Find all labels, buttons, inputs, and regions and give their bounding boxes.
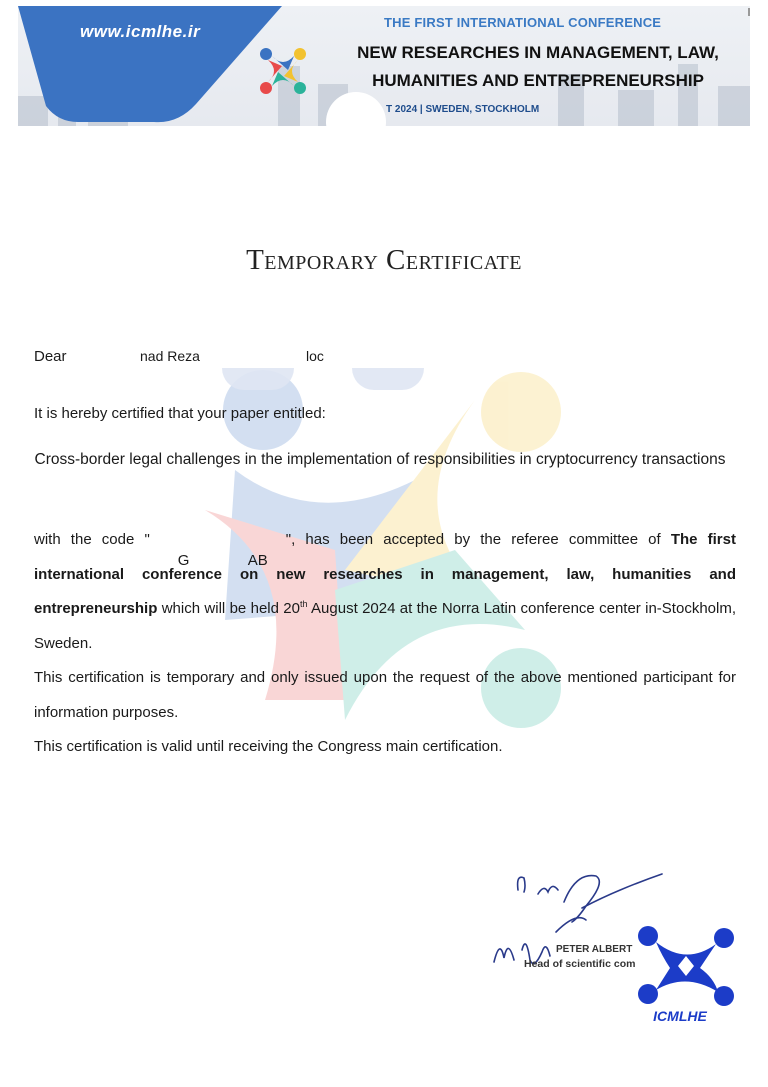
icmlhe-seal — [634, 922, 738, 1012]
redaction-mark — [222, 368, 294, 390]
recipient-name-part2: loc — [306, 348, 324, 364]
certificate-title: Temporary Certificate — [246, 244, 522, 276]
website-url: www.icmlhe.ir — [80, 22, 201, 41]
conference-title — [338, 39, 738, 95]
seal-text: ICMLHE — [653, 1008, 707, 1024]
signatory-name: PETER ALBERT — [556, 944, 633, 955]
header-banner — [18, 6, 750, 126]
redaction-mark — [352, 368, 424, 390]
conference-date-location: T 2024 | SWEDEN, STOCKHOLM — [386, 104, 540, 115]
paper-code-part2: AB — [247, 552, 268, 569]
acceptance-paragraph — [34, 523, 736, 765]
held-text-2: August 2024 at the Norra Latin conference center in-Stockholm, Sweden. — [34, 600, 736, 652]
temporary-note: This certification is temporary and only issued upon the request of the above mentioned participant for information purposes. — [34, 669, 736, 721]
conference-title-line1: NEW RESEARCHES IN MANAGEMENT, LAW, — [357, 43, 719, 62]
salutation-line — [34, 348, 324, 365]
signatory-role: Head of scientific com — [524, 958, 636, 970]
recipient-name-part1: nad Reza — [140, 348, 200, 364]
banner-edge-mark — [748, 8, 750, 16]
held-text-1: which will be held 20 — [161, 600, 300, 617]
conference-subtitle: THE FIRST INTERNATIONAL CONFERENCE — [384, 15, 662, 30]
conference-name: The first international conference on new researches in management, law, humanities and entrepreneurship — [34, 531, 736, 617]
code-suffix: ", has been accepted by the referee committee of — [285, 531, 661, 548]
paper-title: Cross-border legal challenges in the implementation of responsibilities in cryptocurrency transactions — [34, 451, 726, 468]
conference-logo — [258, 46, 308, 96]
code-prefix: with the code " — [34, 531, 150, 548]
validity-note: This certification is valid until receiving the Congress main certification. — [34, 738, 503, 755]
paper-code-part1: G — [177, 552, 190, 569]
day-suffix: th — [300, 599, 308, 609]
salutation: Dear — [34, 348, 67, 365]
conference-title-line2: HUMANITIES AND ENTREPRENEURSHIP — [372, 71, 704, 90]
certification-intro: It is hereby certified that your paper entitled: — [34, 405, 326, 422]
